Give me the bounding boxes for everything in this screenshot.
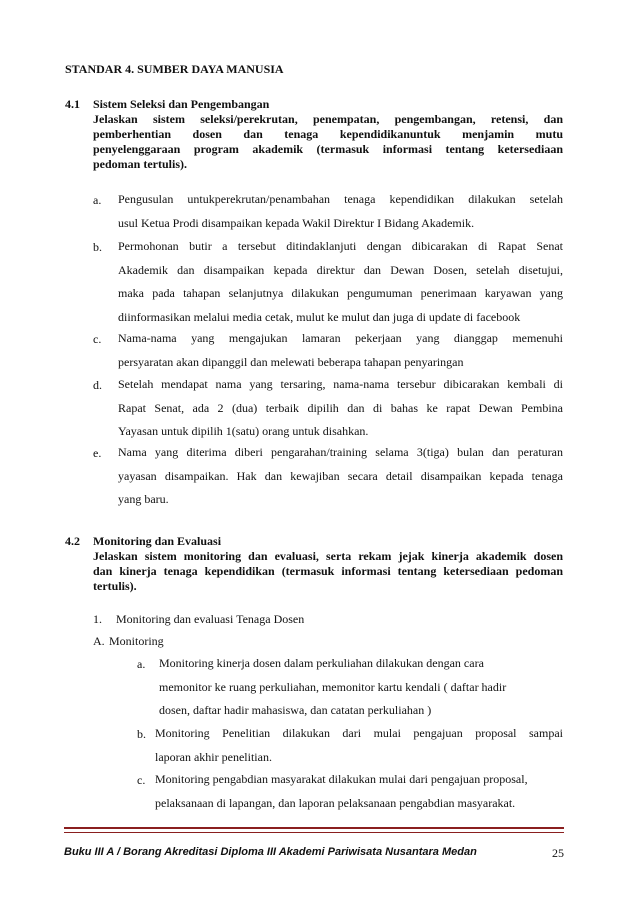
list-item-line: Rapat Senat, ada 2 (dua) terbaik dipilih dan di bahas ke rapat Dewan Pembina (118, 400, 563, 415)
list-item (159, 652, 564, 723)
list-item-line: diinformasikan melalui media cetak, mulut ke mulut dan juga di update di facebook (118, 309, 521, 324)
section-4-1-question (93, 112, 563, 172)
list-item-line: maka pada tahapan selanjutnya dilakukan pengumuman penerimaan karyawan yang (118, 286, 563, 300)
list-marker: b. (137, 727, 146, 741)
section-4-2-number: 4.2 (65, 534, 80, 548)
list-item-line: Pengusulan untukperekrutan/penambahan tenaga kependidikan dilakukan setelah (118, 192, 563, 206)
sub-heading-marker: A. (93, 634, 105, 648)
list-marker: c. (93, 332, 102, 346)
question-line: tertulis). (93, 579, 137, 593)
footer-rule (64, 832, 564, 833)
section-4-2-question (93, 549, 563, 594)
list-item-line: yayasan disampaikan. Hak dan kewajiban secara detail disampaikan kepada tenaga (118, 468, 563, 483)
sub-heading-marker: 1. (93, 612, 102, 626)
footer-rule (64, 827, 564, 829)
list-marker: a. (93, 193, 102, 207)
section-4-1-title: Sistem Seleksi dan Pengembangan (93, 97, 270, 111)
list-marker: e. (93, 446, 102, 460)
list-marker: a. (137, 657, 146, 671)
list-item (118, 235, 563, 329)
question-line: Jelaskan sistem seleksi/perekrutan, penempatan, pengembangan, retensi, dan (93, 112, 563, 126)
list-item-line: Monitoring pengabdian masyarakat dilakukan mulai dari pengajuan proposal, (155, 772, 528, 786)
standard-title: STANDAR 4. SUMBER DAYA MANUSIA (65, 62, 284, 76)
list-item-line: Yayasan untuk dipilih 1(satu) orang untuk disahkan. (118, 424, 369, 438)
list-item-line: memonitor ke ruang perkuliahan, memonitor kartu kendali ( daftar hadir (159, 679, 507, 694)
list-item-line: usul Ketua Prodi disampaikan kepada Wakil Direktur I Bidang Akademik. (118, 215, 475, 230)
footer-text: Buku III A / Borang Akreditasi Diploma III Akademi Pariwisata Nusantara Medan (64, 846, 477, 858)
list-item-line: dosen, daftar hadir mahasiswa, dan catatan perkuliahan ) (159, 703, 432, 717)
list-item-line: pelaksanaan di lapangan, dan laporan pelaksanaan pengabdian masyarakat. (155, 795, 516, 810)
sub-heading-text: Monitoring dan evaluasi Tenaga Dosen (116, 612, 305, 626)
question-line: dan kinerja tenaga kependidikan (termasuk informasi tentang ketersediaan pedoman (93, 564, 563, 578)
list-item-line: Monitoring kinerja dosen dalam perkuliahan dilakukan dengan cara (159, 656, 484, 670)
list-item-line: Nama-nama yang mengajukan lamaran pekerjaan yang dianggap memenuhi (118, 331, 563, 345)
page-footer (64, 846, 564, 858)
list-item-line: Akademik dan disampaikan kepada direktur dan Dewan Dosen, setelah disetujui, (118, 262, 563, 277)
section-4-2-title: Monitoring dan Evaluasi (93, 534, 222, 548)
list-item-line: laporan akhir penelitian. (155, 749, 272, 764)
question-line: pemberhentian dosen dan tenaga kependidikanuntuk menjamin mutu (93, 127, 563, 141)
list-item (118, 441, 563, 512)
list-item-line: yang baru. (118, 492, 169, 506)
list-item-line: persyaratan akan dipanggil dan melewati beberapa tahapan penyaringan (118, 354, 464, 369)
list-item-line: Monitoring Penelitian dilakukan dari mulai pengajuan proposal sampai (155, 726, 563, 740)
list-item (155, 722, 563, 769)
list-item (118, 188, 563, 235)
section-4-1-number: 4.1 (65, 97, 80, 111)
list-item (118, 373, 563, 444)
list-marker: b. (93, 240, 102, 254)
list-marker: c. (137, 773, 146, 787)
sub-heading-text: Monitoring (109, 634, 164, 648)
list-item (155, 768, 563, 815)
question-line: pedoman tertulis). (93, 157, 187, 171)
list-item-line: Permohonan butir a tersebut ditindaklanjuti dengan dibicarakan di Rapat Senat (118, 239, 563, 253)
question-line: penyelenggaraan program akademik (termasuk informasi tentang ketersediaan (93, 142, 563, 156)
list-item-line: Setelah mendapat nama yang tersaring, nama-nama tersebur dibicarakan kembali di (118, 377, 563, 391)
question-line: Jelaskan sistem monitoring dan evaluasi, serta rekam jejak kinerja akademik dosen (93, 549, 563, 563)
list-item-line: Nama yang diterima diberi pengarahan/training selama 3(tiga) bulan dan peraturan (118, 445, 563, 459)
list-marker: d. (93, 378, 102, 392)
page-number: 25 (552, 846, 564, 860)
list-item (118, 327, 563, 374)
